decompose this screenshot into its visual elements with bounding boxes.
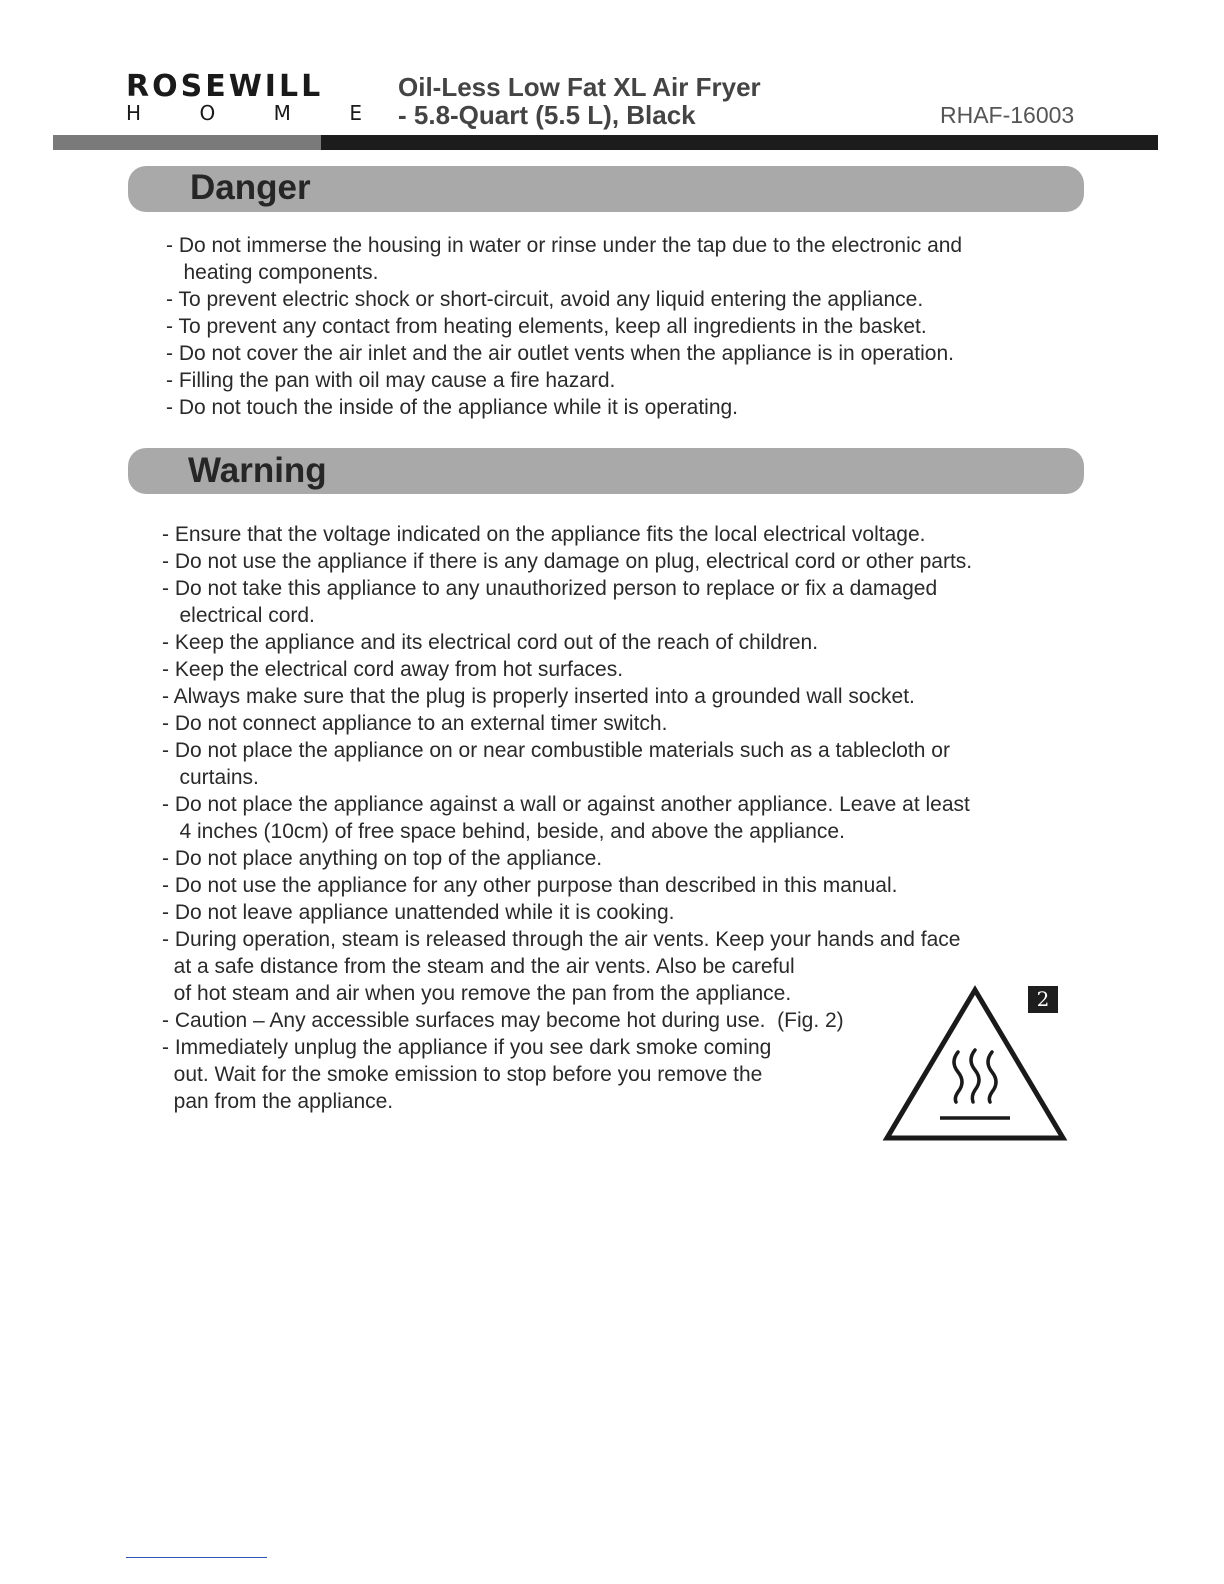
- list-item: - Do not place the appliance on or near combustible materials such as a tablecloth or: [162, 739, 950, 762]
- list-item: at a safe distance from the steam and the air vents. Also be careful: [162, 955, 795, 978]
- danger-section-header: [128, 166, 1084, 212]
- list-item: - Keep the appliance and its electrical cord out of the reach of children.: [162, 631, 819, 654]
- header-bar-dark: [321, 135, 1158, 150]
- brand-subtitle: [126, 102, 362, 124]
- list-item: - Filling the pan with oil may cause a fire hazard.: [166, 369, 616, 392]
- warning-title: Warning: [188, 451, 327, 490]
- list-item: - During operation, steam is released through the air vents. Keep your hands and face: [162, 928, 961, 951]
- brand-name: ROSEWILL: [126, 69, 324, 104]
- list-item: - Do not use the appliance if there is any damage on plug, electrical cord or other parts.: [162, 550, 973, 573]
- model-number: RHAF-16003: [940, 102, 1075, 128]
- list-item: - Immediately unplug the appliance if you see dark smoke coming: [162, 1036, 772, 1059]
- list-item: heating components.: [166, 261, 379, 284]
- brand-subtitle-letter: E: [349, 101, 362, 125]
- list-item: - Do not use the appliance for any other purpose than described in this manual.: [162, 874, 898, 897]
- list-item: - Do not place the appliance against a wall or against another appliance. Leave at least: [162, 793, 970, 816]
- brand-subtitle-letter: M: [273, 101, 291, 125]
- list-item: - Do not touch the inside of the appliance while it is operating.: [166, 396, 739, 419]
- list-item: - Do not take this appliance to any unauthorized person to replace or fix a damaged: [162, 577, 938, 600]
- list-item: curtains.: [162, 766, 259, 789]
- figure-number: 2: [1028, 986, 1058, 1013]
- list-item: - Do not connect appliance to an external timer switch.: [162, 712, 668, 735]
- list-item: - Do not cover the air inlet and the air outlet vents when the appliance is in operation.: [166, 342, 954, 365]
- brand-subtitle-letter: O: [199, 101, 216, 125]
- list-item: 4 inches (10cm) of free space behind, beside, and above the appliance.: [162, 820, 845, 843]
- list-item: - Do not immerse the housing in water or rinse under the tap due to the electronic and: [166, 234, 963, 257]
- list-item: out. Wait for the smoke emission to stop before you remove the: [162, 1063, 763, 1086]
- header-divider-bar: [53, 135, 1158, 150]
- product-title-line1: Oil-Less Low Fat XL Air Fryer: [398, 72, 761, 102]
- list-item: - To prevent electric shock or short-circuit, avoid any liquid entering the appliance.: [166, 288, 924, 311]
- list-item: - Caution – Any accessible surfaces may become hot during use. (Fig. 2): [162, 1009, 844, 1032]
- list-item: - Ensure that the voltage indicated on the appliance fits the local electrical voltage.: [162, 523, 926, 546]
- danger-title: Danger: [190, 168, 311, 207]
- danger-list: [166, 232, 962, 421]
- brand-subtitle-letter: H: [126, 101, 142, 125]
- product-title-line2: - 5.8-Quart (5.5 L), Black: [398, 100, 696, 130]
- warning-list: [162, 521, 972, 1115]
- header-bar-light: [53, 135, 321, 150]
- list-item: - Do not place anything on top of the appliance.: [162, 847, 603, 870]
- list-item: - Always make sure that the plug is properly inserted into a grounded wall socket.: [162, 685, 915, 708]
- list-item: - Do not leave appliance unattended while it is cooking.: [162, 901, 675, 924]
- brand-logo: [126, 70, 366, 124]
- list-item: - To prevent any contact from heating elements, keep all ingredients in the basket.: [166, 315, 927, 338]
- list-item: electrical cord.: [162, 604, 315, 627]
- list-item: pan from the appliance.: [162, 1090, 394, 1113]
- warning-section-header: [128, 448, 1084, 494]
- footer-rule: [126, 1557, 267, 1558]
- product-title: [398, 73, 761, 129]
- list-item: - Keep the electrical cord away from hot surfaces.: [162, 658, 624, 681]
- list-item: of hot steam and air when you remove the pan from the appliance.: [162, 982, 792, 1005]
